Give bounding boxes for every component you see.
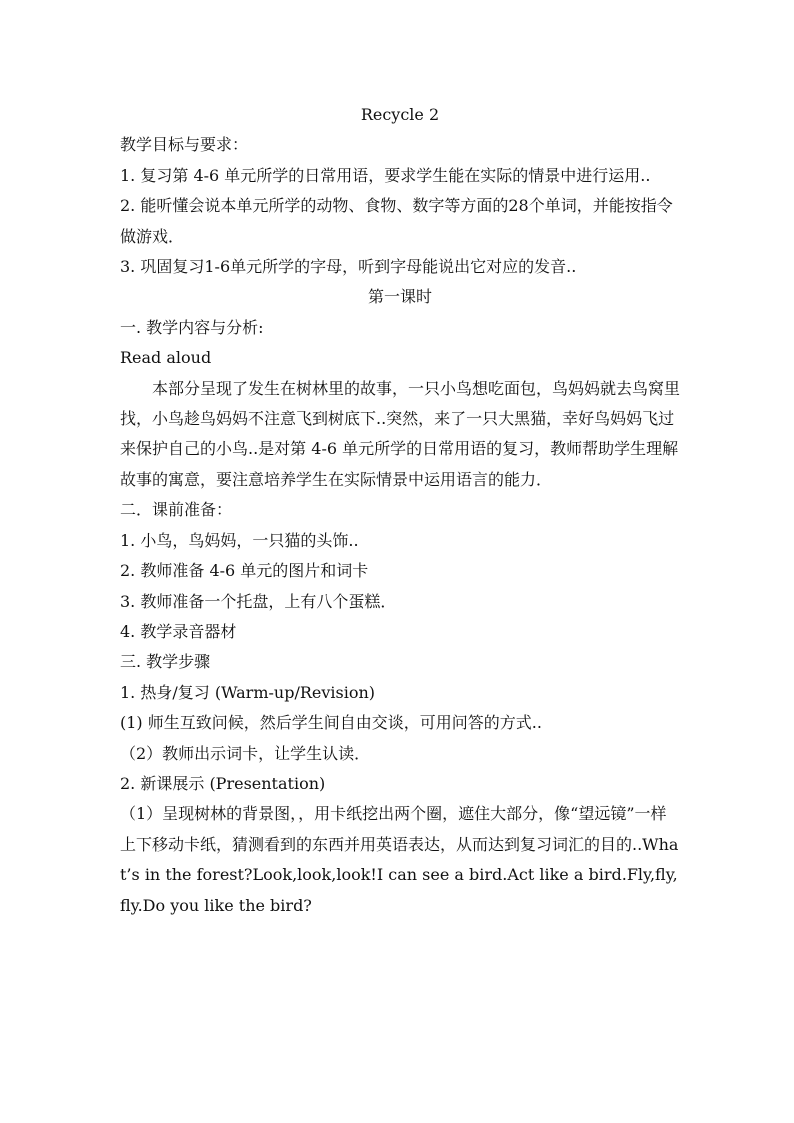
prep-item: 3. 教师准备一个托盘，上有八个蛋糕． <box>120 591 397 611</box>
prep-item: 2. 教师准备 4-6 单元的图片和词卡 <box>120 561 369 581</box>
objective-item: 1. 复习第 4-6 单元所学的日常用语，要求学生能在实际的情景中进行运用.. <box>120 165 651 185</box>
step-heading: 2. 新课展示 (Presentation) <box>120 773 326 793</box>
document-title: Recycle 2 <box>360 105 440 124</box>
section-heading: 三. 教学步骤 <box>120 652 211 672</box>
objectives-heading: 教学目标与要求： <box>120 135 249 155</box>
section-heading: 二．课前准备： <box>120 500 233 520</box>
lesson-title: 第一课时 <box>367 287 432 307</box>
objective-item: 3. 巩固复习1-6单元所学的字母，听到字母能说出它对应的发音.. <box>120 257 577 277</box>
section-paragraph: 本部分呈现了发生在树林里的故事，一只小鸟想吃面包，鸟妈妈就去鸟窝里找，小鸟趁鸟妈妈不注意飞到树底下..突然，来了一只大黑猫，幸好鸟妈妈飞过来保护自己的小鸟..是对第 4-6 单元所学的日常用语的复习，教师帮助学生理解故事的寓意，要注意培养学生在实际情景中运用语言的能力． <box>120 378 681 489</box>
prep-item: 4. 教学录音器材 <box>120 621 237 641</box>
section-subheading: Read aloud <box>120 348 212 368</box>
step-heading: 1. 热身/复习 (Warm-up/Revision) <box>120 682 376 702</box>
prep-item: 1. 小鸟，鸟妈妈，一只猫的头饰.. <box>120 530 359 550</box>
step-paragraph: （1）呈现树林的背景图，，用卡纸挖出两个圈，遮住大部分，像“望远镜”一样上下移动卡纸，猜测看到的东西并用英语表达，从而达到复习词汇的目的..What’s in the forest?Look,look,look!I can see a bird.Act like a bird.Fly,fly,fly.Do you like the bird? <box>120 804 679 915</box>
step-item: (1) 师生互致问候，然后学生间自由交谈，可用问答的方式.. <box>120 713 542 733</box>
step-item: （2）教师出示词卡，让学生认读． <box>120 743 371 763</box>
document-page <box>120 100 680 921</box>
section-heading: 一. 教学内容与分析: <box>120 317 264 337</box>
objective-item: 2. 能听懂会说本单元所学的动物、食物、数字等方面的28个单词，并能按指令做游戏． <box>120 196 673 246</box>
